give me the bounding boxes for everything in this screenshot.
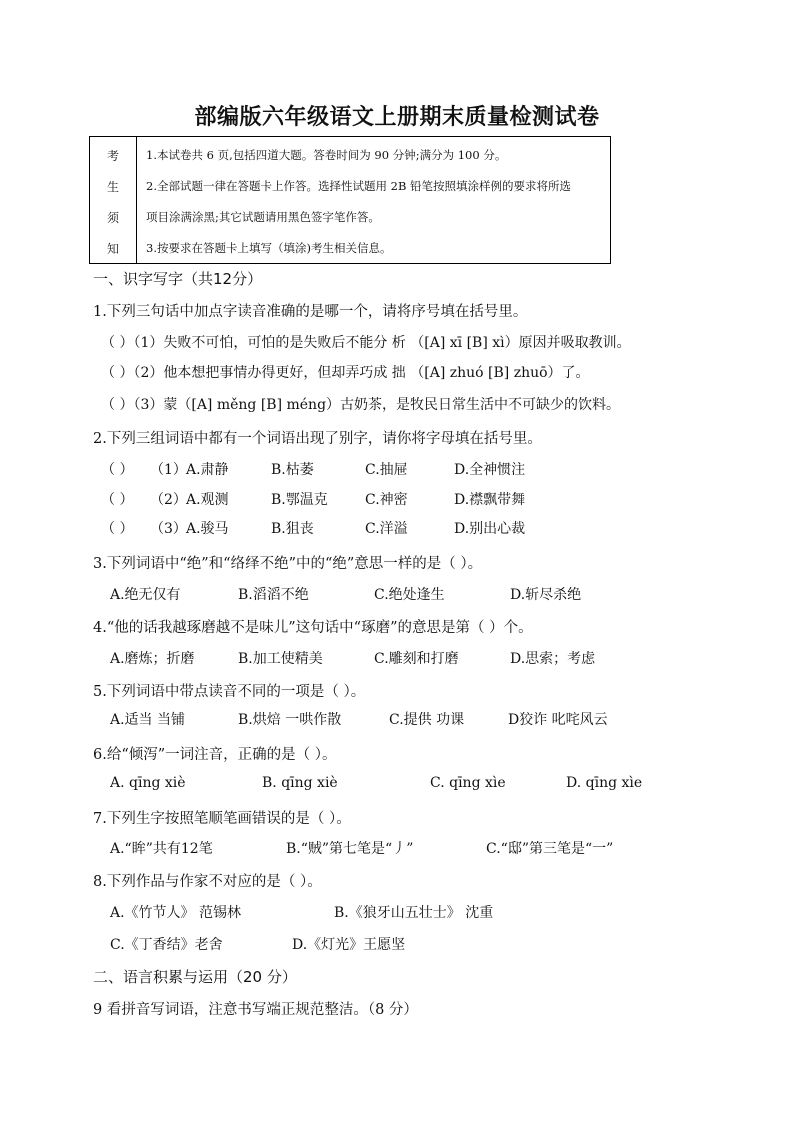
question-3-option: D.斩尽杀绝 — [510, 587, 582, 603]
question-6-option: A. qīng xiè — [110, 775, 186, 791]
question-8-option: A.《竹节人》 范锡林 — [110, 905, 242, 921]
question-3-stem: 3.下列词语中“绝”和“络绎不绝”中的“绝”意思一样的是（ ）。 — [93, 556, 483, 572]
question-2-option: B.枯萎 — [271, 462, 314, 478]
question-2-number: （2） — [150, 492, 187, 508]
question-2-number: （3） — [150, 521, 187, 537]
question-5-stem: 5.下列词语中带点读音不同的一项是（ ）。 — [93, 684, 366, 700]
question-2-option: C.抽屉 — [365, 462, 408, 478]
question-2-option: A.骏马 — [186, 521, 229, 537]
question-7-stem: 7.下列生字按照笔顺笔画错误的是（ ）。 — [93, 811, 351, 827]
question-2-option: B.狙丧 — [271, 521, 314, 537]
question-2-option: C.洋溢 — [365, 521, 408, 537]
question-2-option: D.全神惯注 — [454, 462, 526, 478]
notice-label-char: 生 — [106, 180, 119, 194]
question-5-option: C.提供 功课 — [389, 712, 465, 728]
question-4-option: C.雕刻和打磨 — [374, 651, 459, 667]
question-1-item: （ ）（2）他本想把事情办得更好，但却弄巧成 拙 （[A] zhuó [B] zhuō）了。 — [101, 365, 590, 381]
question-6-option: D. qīng xìe — [566, 775, 643, 791]
question-3-option: B.滔滔不绝 — [238, 587, 309, 603]
question-7-option: C.“邸”第三笔是“一” — [486, 841, 614, 857]
exam-notice-box — [89, 136, 611, 264]
question-6-option: B. qīng xiè — [262, 775, 338, 791]
page-title: 部编版六年级语文上册期末质量检测试卷 — [194, 105, 600, 130]
question-2-paren: （ ） — [101, 462, 134, 478]
notice-line: 1.本试卷共 6 页,包括四道大题。答卷时间为 90 分钟;满分为 100 分。 — [146, 148, 507, 162]
question-2-paren: （ ） — [101, 521, 134, 537]
question-4-option: D.思索；考虑 — [510, 651, 596, 667]
question-5-option: D狡诈 叱咤风云 — [508, 712, 608, 728]
notice-line: 项目涂满涂黑;其它试题请用黑色签字笔作答。 — [146, 210, 380, 224]
question-2-option: A.肃静 — [186, 462, 229, 478]
question-2-option: D.别出心裁 — [454, 521, 526, 537]
question-9-stem: 9 看拼音写词语，注意书写端正规范整洁。（8 分） — [93, 1002, 418, 1018]
question-1-item: （ ）（3）蒙（[A] měng [B] méng）古奶茶，是牧民日常生活中不可缺少的饮料。 — [101, 397, 621, 413]
question-1-item: （ ）（1）失败不可怕，可怕的是失败后不能分 析 （[A] xī [B] xì）原因并吸取教训。 — [101, 335, 631, 351]
notice-line: 2.全部试题一律在答题卡上作答。选择性试题用 2B 铅笔按照填涂样例的要求将所选 — [146, 179, 572, 193]
question-5-option: A.适当 当铺 — [110, 712, 186, 728]
question-6-stem: 6.给“倾泻”一词注音，正确的是（ ）。 — [93, 747, 337, 763]
notice-label-char: 考 — [106, 149, 119, 163]
question-1-stem: 1.下列三句话中加点字读音准确的是哪一个，请将序号填在括号里。 — [93, 304, 528, 320]
question-2-option: C.神密 — [365, 492, 408, 508]
question-2-option: D.襟飘带舞 — [454, 492, 526, 508]
question-5-option: B.烘焙 一哄作散 — [238, 712, 342, 728]
question-8-option: B.《狼牙山五壮士》 沈重 — [334, 905, 494, 921]
question-4-option: B.加工使精美 — [238, 651, 323, 667]
question-2-number: （1） — [150, 462, 187, 478]
question-8-stem: 8.下列作品与作家不对应的是（ ）。 — [93, 874, 322, 890]
question-4-stem: 4.“他的话我越琢磨越不是味儿”这句话中“琢磨”的意思是第（ ）个。 — [93, 620, 533, 636]
notice-label-column — [90, 137, 137, 263]
question-3-option: A.绝无仅有 — [110, 587, 181, 603]
notice-label-char: 知 — [106, 242, 119, 256]
question-7-option: B.“贼”第七笔是“丿” — [286, 841, 414, 857]
question-6-option: C. qīng xìe — [430, 775, 506, 791]
notice-label-char: 须 — [106, 211, 119, 225]
question-2-stem: 2.下列三组词语中都有一个词语出现了别字，请你将字母填在括号里。 — [93, 431, 542, 447]
section-heading-1: 一、识字写字（共12分） — [93, 270, 263, 288]
notice-line: 3.按要求在答题卡上填写（填涂)考生相关信息。 — [146, 241, 392, 255]
question-2-option: A.观测 — [186, 492, 229, 508]
question-4-option: A.磨炼；折磨 — [110, 651, 195, 667]
section-heading-2: 二、语言积累与运用（20 分） — [93, 968, 297, 986]
question-2-option: B.鄂温克 — [271, 492, 328, 508]
question-8-option: D.《灯光》王愿坚 — [292, 937, 406, 953]
question-3-option: C.绝处逢生 — [374, 587, 445, 603]
question-8-option: C.《丁香结》老舍 — [110, 937, 223, 953]
question-2-paren: （ ） — [101, 492, 134, 508]
question-7-option: A.“眸”共有12笔 — [110, 841, 213, 857]
